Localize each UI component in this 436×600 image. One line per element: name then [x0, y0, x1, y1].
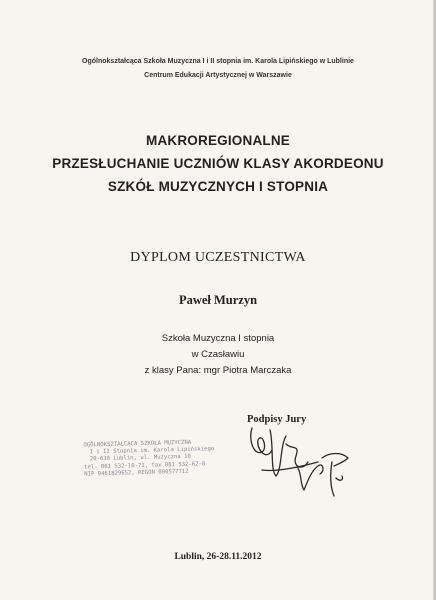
school-stamp: [83, 439, 215, 488]
signature-stroke-8: [336, 476, 343, 480]
signature-stroke-7: [331, 462, 334, 496]
city-line: w Czasławiu: [191, 349, 245, 360]
stamp-line-4: tel. 081 532-10-71, fax 081 532-62-0: [83, 460, 206, 471]
signature-stroke-3: [286, 444, 308, 467]
title-line-1: MAKROREGIONALNE: [146, 133, 290, 148]
stamp-line-1: OGÓLNOKSZTAŁCĄCA SZKOŁA MUZYCZNA: [83, 439, 192, 449]
place-date: Lublin, 26-28.11.2012: [174, 552, 262, 562]
signature-stroke-5: [298, 465, 323, 490]
stamp-line-3: 20-630 Lublin, ul. Muzyczna 10: [89, 454, 191, 463]
signature-stroke-4: [262, 462, 318, 471]
recipient-name: Paweł Murzyn: [178, 293, 258, 307]
title-line-2: PRZESŁUCHANIE UCZNIÓW KLASY AKORDEONU: [52, 156, 384, 171]
stamp-line-2: I i II Stopnia im. Karola Lipińskiego: [89, 446, 215, 456]
signature-stroke-2: [270, 430, 286, 476]
title-line-3: SZKÓŁ MUZYCZNYCH I STOPNIA: [107, 179, 329, 194]
diploma-heading: DYPLOM UCZESTNICTWA: [130, 250, 306, 265]
signature-stroke-6: [322, 454, 348, 467]
school-line: Szkoła Muzyczna I stopnia: [161, 333, 275, 344]
stamp-line-5: NIP 9461829652, REGON 000577712: [84, 468, 189, 478]
signature-stroke-1: [251, 428, 272, 455]
school-name-header: Ogólnokształcąca Szkoła Muzyczna I i II stopnia im. Karola Lipińskiego w Lublinie: [82, 58, 354, 65]
institution-header: Centrum Edukacji Artystycznej w Warszawie: [144, 72, 292, 79]
teacher-line: z klasy Pana: mgr Piotra Marczaka: [144, 365, 292, 376]
jury-signatures-label: Podpisy Jury: [247, 414, 307, 425]
